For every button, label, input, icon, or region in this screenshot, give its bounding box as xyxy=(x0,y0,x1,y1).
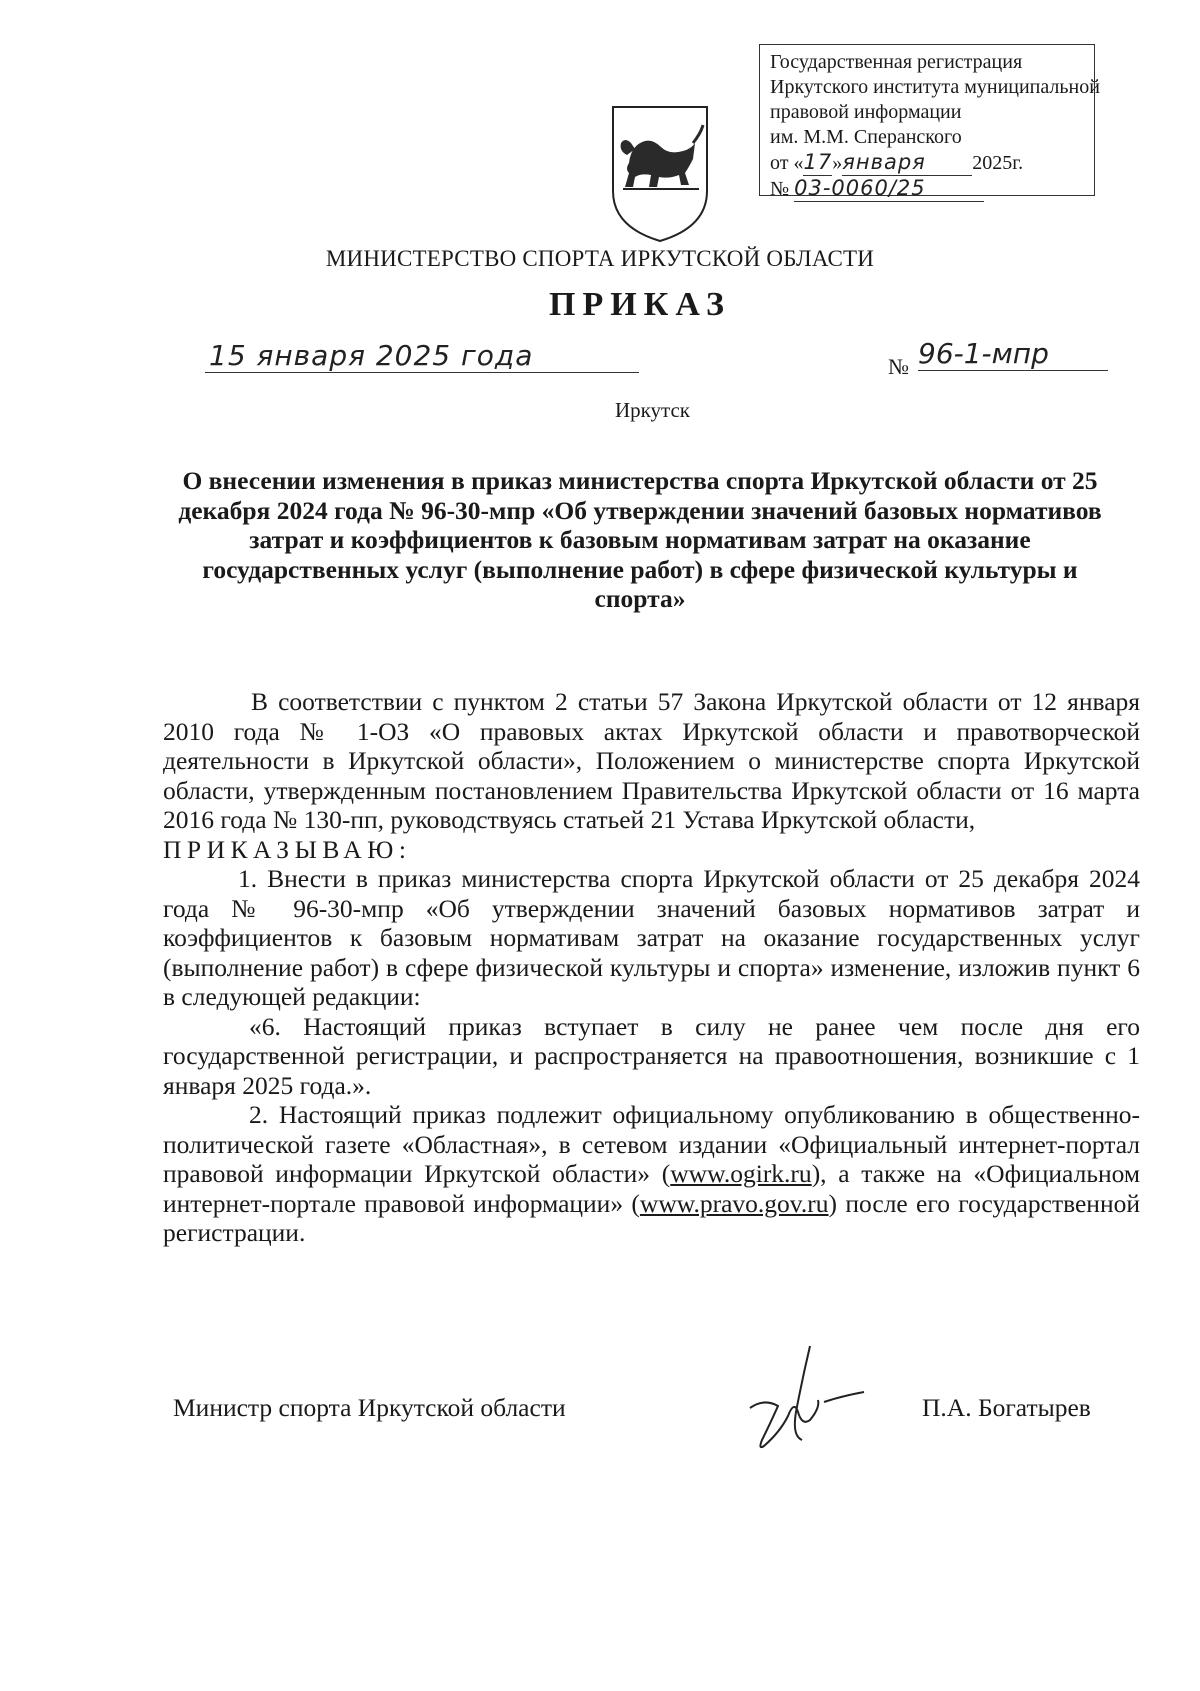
stamp-year: 2025 xyxy=(972,152,1013,174)
registration-stamp xyxy=(759,44,1100,200)
item-2-text-part-2: ), а также на «Официальном интернет-портале правовой информации» ( xyxy=(163,1159,1140,1218)
item-1-quote-paragraph: «6. Настоящий приказ вступает в силу не ранее чем после дня его государственной регистрации, и распространяется на правоотношения, возникшие с 1 января 2025 года.». xyxy=(163,1011,1140,1100)
irkutsk-coat-of-arms-icon xyxy=(609,103,711,245)
stamp-month-handwritten: января xyxy=(842,150,972,176)
stamp-date-line xyxy=(770,150,1094,176)
preamble-paragraph: В соответствии с пунктом 2 статьи 57 Закона Иркутской области от 12 января 2010 года № 1-ОЗ «О правовых актах Иркутской области и правотворческой деятельности в Иркутской области», Положением о министерстве спорта Иркутской области, утвержденным постановлением Правительства Иркутской области от 16 марта 2016 года № 130-пп, руководствуясь статьей 21 Устава Иркутской области, xyxy=(163,687,1140,834)
order-number-handwritten: 96-1-мпр xyxy=(918,338,1108,371)
pravo-gov-link[interactable]: www.pravo.gov.ru xyxy=(639,1188,829,1218)
document-title: О внесении изменения в приказ министерства спорта Иркутской области от 25 декабря 2024 года № 96-30-мпр «Об утверждении значений базовых нормативов затрат и коэффициентов к базовым нормативам затрат на оказание государственных услуг (выполнение работ) в сфере физической культуры и спорта» xyxy=(178,466,1102,613)
stamp-line-4: им. М.М. Сперанского xyxy=(770,126,962,148)
order-number-sign: № xyxy=(888,354,909,379)
stamp-from-prefix: от « xyxy=(770,152,804,174)
signatory-name: П.А. Богатырев xyxy=(922,1393,1091,1422)
stamp-number-prefix: № xyxy=(770,178,790,200)
stamp-line-3: правовой информации xyxy=(770,101,962,123)
stamp-line-1: Государственная регистрация xyxy=(770,51,1023,73)
document-type-heading: ПРИКАЗ xyxy=(549,286,731,323)
signatory-position: Министр спорта Иркутской области xyxy=(173,1393,566,1422)
stamp-number-line xyxy=(770,176,1094,202)
city-name: Иркутск xyxy=(614,398,691,422)
handwritten-signature-icon xyxy=(740,1340,890,1468)
item-2-paragraph xyxy=(163,1100,1140,1248)
order-date-handwritten: 15 января 2025 года xyxy=(205,340,639,373)
stamp-from-mid: » xyxy=(832,152,843,174)
item-2-text-part-1: 2. Настоящий приказ подлежит официальному опубликованию в общественно-политической газете «Областная», в сетевом издании «Официальный интернет-портал правовой информации Иркутской области» ( xyxy=(163,1100,1140,1188)
stamp-number-handwritten: 03-0060/25 xyxy=(794,176,984,202)
item-2-text-part-3: ) после его государственной регистрации. xyxy=(163,1188,1140,1247)
stamp-year-suffix: г. xyxy=(1012,152,1024,174)
stamp-line-2: Иркутского института муниципальной xyxy=(770,76,1100,98)
ministry-name: МИНИСТЕРСТВО СПОРТА ИРКУТСКОЙ ОБЛАСТИ xyxy=(325,246,875,271)
stamp-day-handwritten: 17 xyxy=(803,150,833,174)
item-1-paragraph: 1. Внести в приказ министерства спорта Иркутской области от 25 декабря 2024 года № 96-30-мпр «Об утверждении значений базовых нормативов затрат и коэффициентов к базовым нормативам затрат на оказание государственных услуг (выполнение работ) в сфере физической культуры и спорта» изменение, изложив пункт 6 в следующей редакции: xyxy=(163,864,1140,1011)
document-body xyxy=(163,687,1140,1248)
ogirk-link[interactable]: www.ogirk.ru xyxy=(670,1159,812,1188)
order-word: ПРИКАЗЫВАЮ: xyxy=(163,834,412,864)
